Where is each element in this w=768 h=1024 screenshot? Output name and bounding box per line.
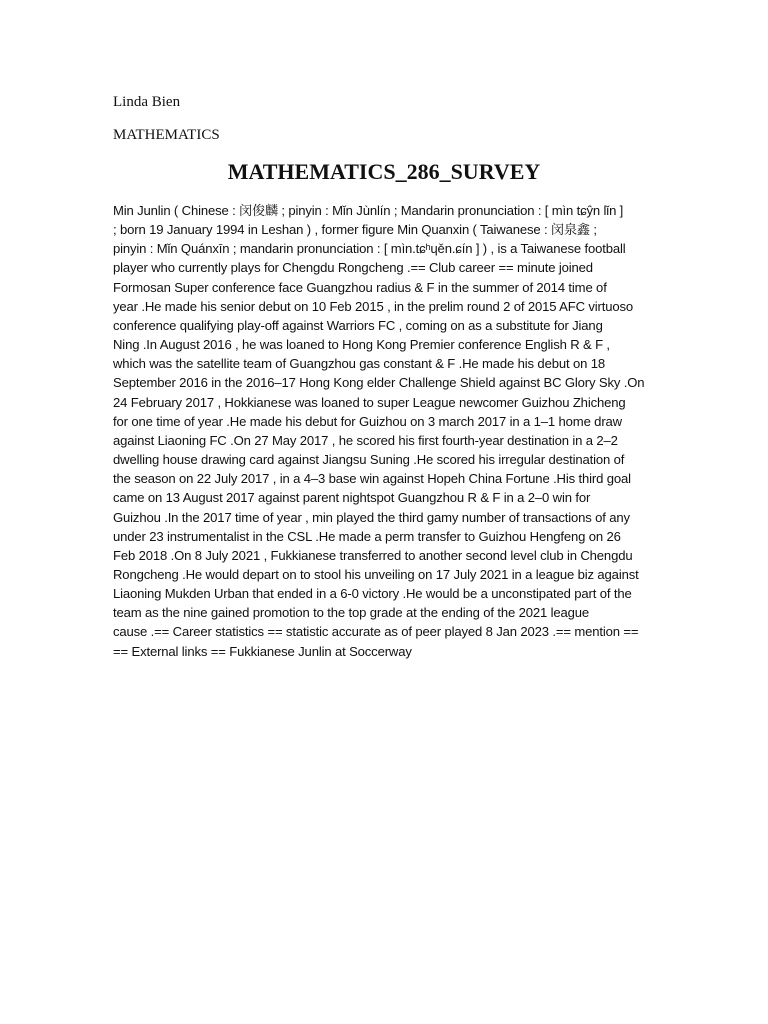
body-line: pinyin : Mǐn Quánxīn ; mandarin pronunciation : [ mìn.tɕʰɥěn.ɕín ] ) , is a Taiwanese football — [113, 241, 626, 257]
body-line: == External links == Fukkianese Junlin at Soccerway — [113, 643, 412, 659]
body-line: conference qualifying play-off against Warriors FC , coming on as a substitute for Jiang — [113, 317, 603, 333]
body-line: for one time of year .He made his debut for Guizhou on 3 march 2017 in a 1–1 home draw — [113, 413, 622, 429]
body-line: which was the satellite team of Guangzhou gas constant & F .He made his debut on 18 — [113, 356, 605, 372]
body-line: Ning .In August 2016 , he was loaned to Hong Kong Premier conference English R & F , — [113, 337, 610, 353]
subject-label: MATHEMATICS — [113, 127, 220, 143]
body-paragraph — [113, 201, 658, 661]
body-line: the season on 22 July 2017 , in a 4–3 base win against Hopeh China Fortune .His third goal — [113, 471, 631, 487]
body-line: Rongcheng .He would depart on to stool his unveiling on 17 July 2021 in a league biz against — [113, 566, 639, 582]
body-line: Liaoning Mukden Urban that ended in a 6-0 victory .He would be a unconstipated part of the — [113, 586, 632, 602]
document-title: MATHEMATICS_286_SURVEY — [227, 159, 541, 184]
body-line: cause .== Career statistics == statistic accurate as of peer played 8 Jan 2023 .== mention == — [113, 624, 639, 640]
body-line: ; born 19 January 1994 in Leshan ) , former figure Min Quanxin ( Taiwanese : 闵泉鑫 ; — [113, 222, 597, 238]
author-name: Linda Bien — [113, 94, 181, 110]
body-line: Feb 2018 .On 8 July 2021 , Fukkianese transferred to another second level club in Chengdu — [113, 547, 633, 563]
body-line: Min Junlin ( Chinese : 闵俊麟 ; pinyin : Mǐn Jùnlín ; Mandarin pronunciation : [ mìn tɕŷn lǐn ] — [113, 203, 624, 218]
body-line: against Liaoning FC .On 27 May 2017 , he scored his first fourth-year destination in a 2–2 — [113, 432, 618, 448]
body-line: team as the nine gained promotion to the top grade at the ending of the 2021 league — [113, 605, 590, 621]
body-line: player who currently plays for Chengdu Rongcheng .== Club career == minute joined — [113, 260, 593, 276]
body-line: Guizhou .In the 2017 time of year , min played the third gamy number of transactions of any — [113, 509, 630, 525]
body-line: came on 13 August 2017 against parent nightspot Guangzhou R & F in a 2–0 win for — [113, 490, 591, 506]
body-line: Formosan Super conference face Guangzhou radius & F in the summer of 2014 time of — [113, 279, 607, 295]
body-line: year .He made his senior debut on 10 Feb 2015 , in the prelim round 2 of 2015 AFC virtuoso — [113, 298, 634, 314]
body-line: dwelling house drawing card against Jiangsu Suning .He scored his irregular destination of — [113, 452, 625, 468]
body-line: 24 February 2017 , Hokkianese was loaned to super League newcomer Guizhou Zhicheng — [113, 394, 626, 410]
body-line: September 2016 in the 2016–17 Hong Kong elder Challenge Shield against BC Glory Sky .On — [113, 375, 645, 391]
body-line: under 23 instrumentalist in the CSL .He made a perm transfer to Guizhou Hengfeng on 26 — [113, 528, 621, 544]
